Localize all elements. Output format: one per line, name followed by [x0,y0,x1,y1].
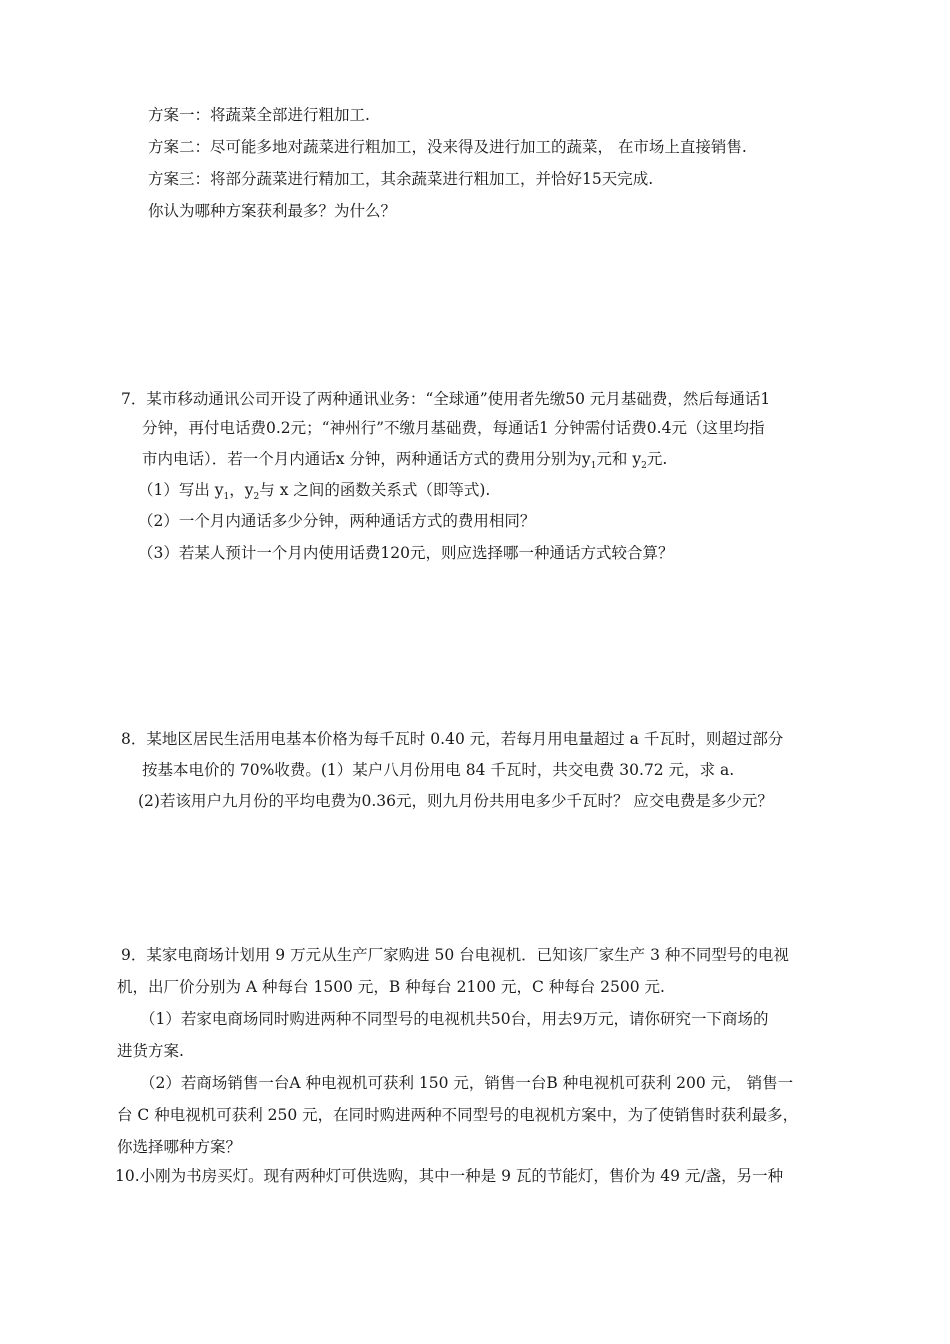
q6-plan-3: 方案三：将部分蔬菜进行精加工，其余蔬菜进行粗加工，并恰好15天完成. [148,170,654,188]
q10-line-1: 10.小刚为书房买灯。现有两种灯可供选购，其中一种是 9 瓦的节能灯，售价为 49 元/盏，另一种 [115,1167,784,1185]
q7-line-3-pre: 市内电话）．若一个月内通话x 分钟，两种通话方式的费用分别为y [142,450,591,468]
q9-line-3: （1）若家电商场同时购进两种不同型号的电视机共50台，用去9万元，请你研究一下商场的 [140,1010,769,1028]
q7-sub-2: （2）一个月内通话多少分钟，两种通话方式的费用相同？ [138,512,536,530]
q9-line-4: 进货方案. [117,1042,184,1060]
q9-line-7: 你选择哪种方案？ [117,1138,242,1156]
q7-sub-1 [138,480,490,500]
q7-line-3-sub-2: 2 [641,461,647,471]
q7-line-2: 分钟，再付电话费0.2元；“神州行”不缴月基础费，每通话1 分钟需付话费0.4元（这里均指 [142,419,765,437]
q6-plan-1: 方案一：将蔬菜全部进行粗加工. [148,106,370,124]
q6-plan-2: 方案二：尽可能多地对蔬菜进行粗加工，没来得及进行加工的蔬菜， 在市场上直接销售. [148,138,747,156]
q7-sub-3: （3）若某人预计一个月内使用话费120元，则应选择哪一种通话方式较合算？ [138,544,674,562]
q7-line-3 [142,449,667,469]
q8-line-3: (2)若该用户九月份的平均电费为0.36元，则九月份共用电多少千瓦时？ 应交电费是多少元？ [138,792,773,810]
q7-line-1: 7．某市移动通讯公司开设了两种通讯业务：“全球通”使用者先缴50 元月基础费，然后每通话1 [121,390,771,408]
q9-line-1: 9．某家电商场计划用 9 万元从生产厂家购进 50 台电视机．已知该厂家生产 3 种不同型号的电视 [121,946,789,964]
q7-line-3-sub-1: 1 [590,461,597,471]
q7-sub-1-s2: 2 [253,492,260,502]
q8-line-1: 8．某地区居民生活用电基本价格为每千瓦时 0.40 元，若每月用电量超过 a 千瓦时，则超过部分 [121,730,784,748]
q9-line-5: （2）若商场销售一台A 种电视机可获利 150 元，销售一台B 种电视机可获利 200 元， 销售一 [140,1074,794,1092]
q9-line-6: 台 C 种电视机可获利 250 元，在同时购进两种不同型号的电视机方案中，为了使销售时获利最多， [117,1106,799,1124]
q7-line-3-post: 元. [646,450,668,468]
q7-line-3-mid: 元和 y [596,450,642,468]
q7-sub-1-s1: 1 [223,492,230,502]
q9-line-2: 机，出厂价分别为 A 种每台 1500 元，B 种每台 2100 元，C 种每台 2500 元. [117,978,665,996]
q7-sub-1-pre: （1）写出 y [138,481,224,499]
q6-question: 你认为哪种方案获利最多？为什么？ [148,202,397,220]
q7-sub-1-mid: ，y [229,481,254,499]
q7-sub-1-post: 与 x 之间的函数关系式（即等式). [259,481,491,499]
q8-line-2: 按基本电价的 70%收费。(1）某户八月份用电 84 千瓦时，共交电费 30.72 元，求 a. [142,761,735,779]
